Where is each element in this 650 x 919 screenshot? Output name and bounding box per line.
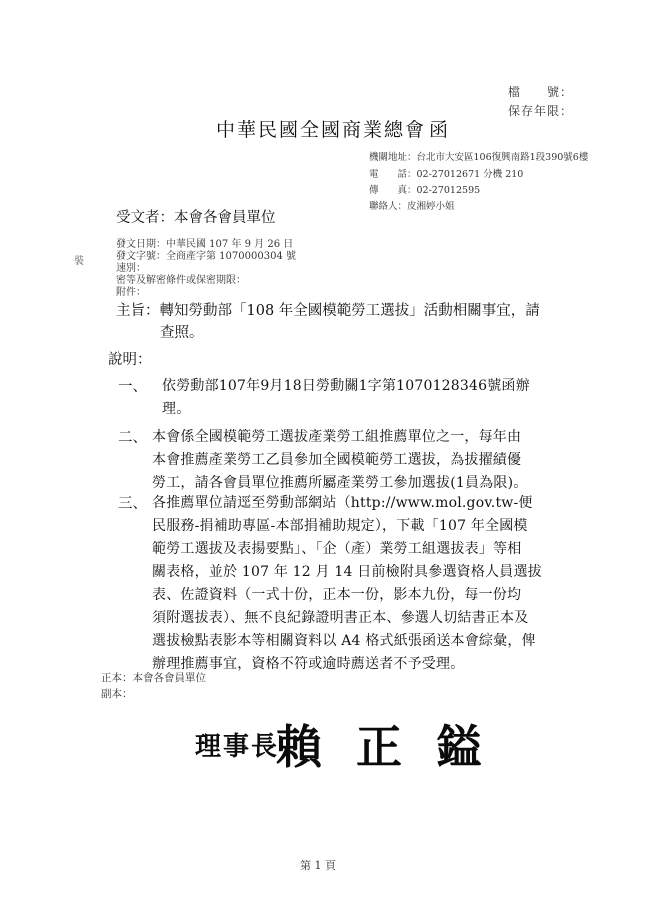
chairman-title: 理事長 (195, 732, 280, 762)
contact-fax: 傳 真：02-27012595 (369, 185, 481, 196)
issue-number: 發文字號：全商產字第 1070000304 號 (116, 251, 296, 262)
item-2-line: 勞工，請各會員單位推薦所屬產業勞工參加選拔(1員為限)。 (152, 475, 528, 491)
item-3-line: 表、佐證資料（一式十份，正本一份，影本九份，每一份均 (152, 587, 522, 603)
issue-date: 發文日期：中華民國 107 年 9 月 26 日 (116, 239, 294, 250)
page-number: 第 1 頁 (300, 859, 336, 872)
item-3-line: 範勞工選拔及表揚要點」、「企（產）業勞工組選拔表」等相 (152, 541, 522, 557)
original-recipients: 正本：本會各會員單位 (101, 672, 206, 684)
recipient-line: 受文者：本會各會員單位 (116, 210, 276, 226)
copy-recipients: 副本： (101, 688, 133, 700)
contact-person: 聯絡人：皮湘婷小姐 (369, 201, 455, 212)
retention-period-label: 保存年限： (508, 104, 574, 118)
item-number: 三、 (118, 496, 147, 512)
contact-phone: 電 話：02-27012671 分機 210 (369, 169, 524, 180)
contact-address: 機關地址：台北市大安區106復興南路1段390號6樓 (369, 152, 589, 163)
organization-name: 中華民國全國商業總會 (216, 119, 427, 141)
item-3-line: 民服務-捐補助專區-本部捐補助規定），下載「107 年全國模 (152, 518, 528, 534)
item-2-line: 本會推薦產業勞工乙員參加全國模範勞工選拔，為拔擢績優 (152, 452, 522, 468)
binding-mark: 裝 (74, 256, 84, 267)
item-3-line: 須附選拔表）、無不良紀錄證明書正本、參選人切結書正本及 (152, 610, 529, 626)
subject-line-2: 查照。 (160, 325, 204, 341)
file-number-label: 檔 號： (508, 85, 574, 99)
explanation-label: 說明： (108, 352, 152, 368)
security-field: 密等及解密條件或保密期限： (116, 275, 246, 286)
item-number: 二、 (118, 430, 147, 446)
document-type: 函 (429, 119, 449, 141)
item-1-line: 理。 (162, 401, 191, 417)
item-3-line: 關表格，並於 107 年 12 月 14 日前檢附具參選資格人員選拔 (152, 564, 542, 580)
item-3-line: 選拔檢點表影本等相關資料以 A4 格式紙張函送本會綜彙，俾 (152, 633, 536, 649)
item-3-line: 辦理推薦事宜，資格不符或逾時薦送者不予受理。 (152, 656, 465, 672)
subject-line-1: 主旨：轉知勞動部「108 年全國模範勞工選拔」活動相關事宜，請 (116, 303, 540, 319)
speed-field: 速別： (116, 263, 146, 274)
item-number: 一、 (118, 379, 147, 395)
attachments-field: 附件： (116, 287, 146, 298)
item-2-line: 本會係全國模範勞工選拔產業勞工組推薦單位之一，每年由 (152, 429, 522, 445)
item-3-line: 各推薦單位請逕至勞動部網站（http://www.mol.gov.tw-便 (152, 495, 533, 511)
item-1-line: 依勞動部107年9月18日勞動關1字第1070128346號函辦 (162, 378, 530, 394)
chairman-signature-name: 賴正鎰 (276, 720, 516, 774)
